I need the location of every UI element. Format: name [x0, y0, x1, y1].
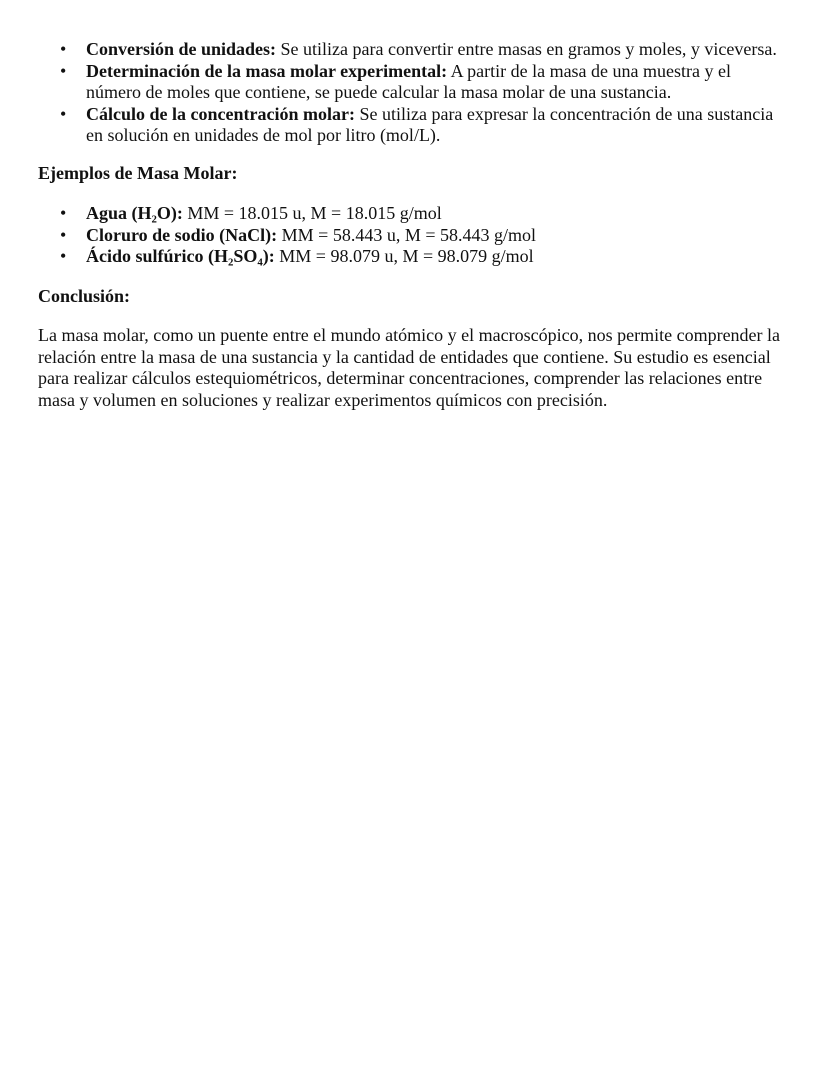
uses-list [38, 39, 788, 147]
document-page [38, 39, 788, 411]
item-text: MM = 98.079 u, M = 98.079 g/mol [274, 246, 534, 266]
list-item [38, 246, 788, 268]
item-term: Conversión de unidades: [86, 39, 277, 59]
list-item [38, 61, 788, 104]
item-term: Determinación de la masa molar experimental: [86, 60, 448, 81]
item-text: Se utiliza para convertir entre masas en gramos y moles, y viceversa. [276, 39, 777, 59]
item-term: Agua (H₂O): [86, 203, 183, 223]
item-text: A partir de la masa de una muestra y el número de moles que contiene, se puede calcular la masa molar de una sustancia. [86, 60, 731, 102]
item-term: Cálculo de la concentración molar: [86, 103, 355, 124]
conclusion-heading: Conclusión: [38, 285, 131, 306]
item-term: Cloruro de sodio (NaCl): [86, 224, 278, 245]
examples-list [38, 203, 788, 268]
list-item [38, 104, 788, 147]
item-term: Ácido sulfúrico (H₂SO₄): [86, 246, 275, 266]
examples-heading: Ejemplos de Masa Molar: [38, 162, 238, 183]
list-item [38, 203, 788, 225]
item-text: MM = 18.015 u, M = 18.015 g/mol [182, 203, 442, 223]
item-text: Se utiliza para expresar la concentración de una sustancia en solución en unidades de mol por litro (mol/L). [86, 103, 774, 145]
item-text: MM = 58.443 u, M = 58.443 g/mol [277, 224, 536, 245]
conclusion-paragraph: La masa molar, como un puente entre el mundo atómico y el macroscópico, nos permite comprender la relación entre la masa de una sustancia y la cantidad de entidades que contiene. Su estudio es esencial para realizar cálculos estequiométricos, determinar concentraciones, comprender las relaciones entre masa y volumen en soluciones y realizar experimentos químicos con precisión. [38, 325, 781, 410]
list-item [38, 39, 788, 61]
list-item [38, 225, 788, 247]
